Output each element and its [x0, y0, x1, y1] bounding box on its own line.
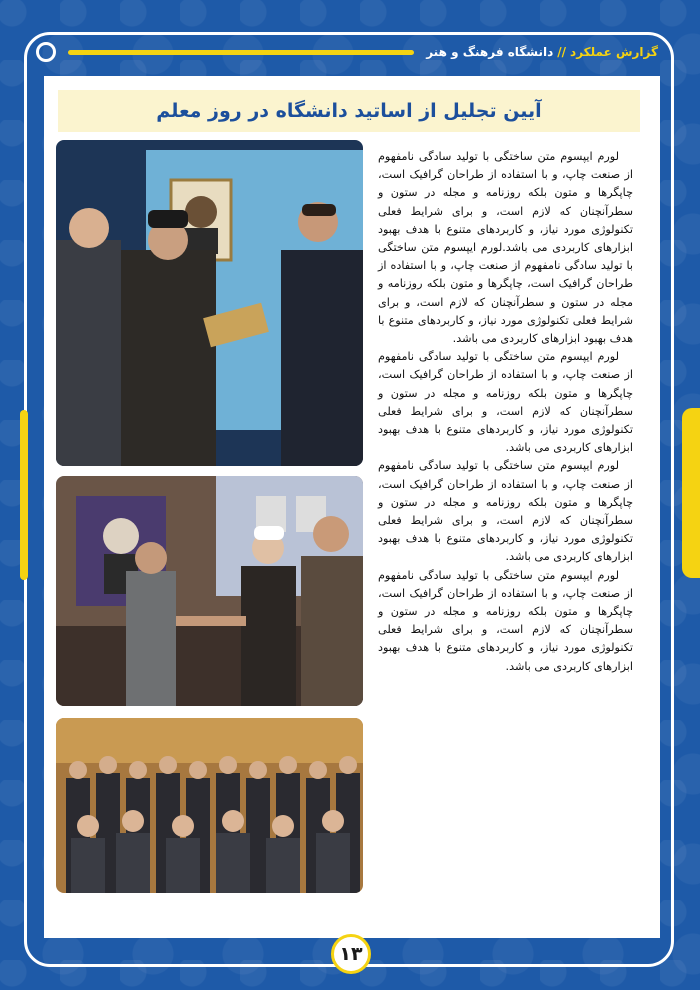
- handshake-ceremony-photo: [56, 476, 363, 706]
- article-paragraph: لورم ایپسوم متن ساختگی با تولید سادگی نامفهوم از صنعت چاپ، و با استفاده از طراحان گرافیک است، چاپگرها و متون بلکه روزنامه و مجله در ستون و سطرآنچنان که لازم است، و برای شرایط فعلی تکنولوژی مورد نیاز، و کاربردهای متنوع با هدف بهبود ابزارهای کاربردی می باشد.: [378, 568, 633, 673]
- right-accent-tab: [682, 408, 700, 578]
- section-title-sub: دانشگاه فرهنگ و هنر: [426, 45, 554, 59]
- header-divider: [68, 50, 414, 55]
- section-title-main: گزارش عملکرد: [570, 45, 658, 59]
- left-accent-bar: [20, 410, 28, 580]
- section-title-separator: //: [557, 45, 567, 59]
- article-paragraph: لورم ایپسوم متن ساختگی با تولید سادگی نامفهوم از صنعت چاپ، و با استفاده از طراحان گرافیک است، چاپگرها و متون بلکه روزنامه و مجله در ستون و سطرآنچنان که لازم است، و برای شرایط فعلی تکنولوژی مورد نیاز، و کاربردهای متنوع با هدف بهبود ابزارهای کاربردی می باشد.: [378, 350, 633, 455]
- section-title: [426, 45, 658, 59]
- circle-icon: [36, 42, 56, 62]
- article-title: آیین تجلیل از اساتید دانشگاه در روز معلم: [156, 100, 542, 122]
- title-banner: [58, 90, 640, 132]
- group-photo: [56, 718, 363, 893]
- award-ceremony-photo: [56, 140, 363, 466]
- article-paragraph: لورم ایپسوم متن ساختگی با تولید سادگی نامفهوم از صنعت چاپ، و با استفاده از طراحان گرافیک است، چاپگرها و متون بلکه روزنامه و مجله در ستون و سطرآنچنان که لازم است، و برای شرایط فعلی تکنولوژی مورد نیاز، و کاربردهای متنوع با هدف بهبود ابزارهای کاربردی می باشد.لورم ایپسوم متن ساختگی با تولید سادگی نامفهوم از صنعت چاپ، و با استفاده از طراحان گرافیک است، چاپگرها و متون بلکه روزنامه و مجله در ستون و سطرآنچنان که لازم است، و برای شرایط فعلی تکنولوژی مورد نیاز، و کاربردهای متنوع با هدف بهبود ابزارهای کاربردی می باشد.: [378, 150, 633, 346]
- article-body: [378, 148, 633, 893]
- page-number: ۱۳: [331, 934, 371, 974]
- page-header: [24, 32, 674, 72]
- article-paragraph: لورم ایپسوم متن ساختگی با تولید سادگی نامفهوم از صنعت چاپ، و با استفاده از طراحان گرافیک است، چاپگرها و متون بلکه روزنامه و مجله در ستون و سطرآنچنان که لازم است، و برای شرایط فعلی تکنولوژی مورد نیاز، و کاربردهای متنوع با هدف بهبود ابزارهای کاربردی می باشد.: [378, 459, 633, 564]
